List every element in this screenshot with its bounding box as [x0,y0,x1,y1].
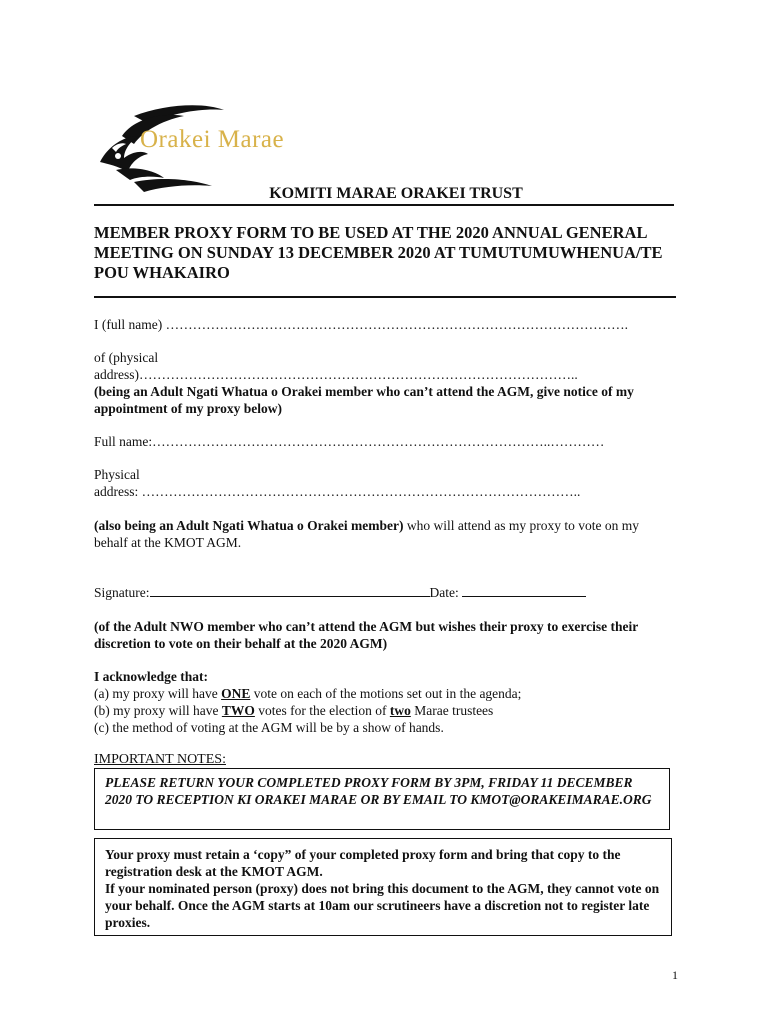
ack-a-post: vote on each of the motions set out in the agenda; [250,686,522,701]
ack-a-emphasis: ONE [221,686,251,701]
proxy-copy-notice-box [94,838,672,936]
ack-b-emphasis-2: two [389,703,411,718]
logo-wordmark: Orakei Marae [140,126,285,153]
ack-b-emphasis: TWO [221,703,255,718]
org-name-text: KOMITI MARAE ORAKEI TRUST [269,185,523,202]
ack-a-pre: (a) my proxy will have [94,686,222,701]
acknowledge-item-c: (c) the method of voting at the AGM will be by a show of hands. [94,720,444,735]
proxy-physical-label: Physical [94,467,140,482]
acknowledge-heading: I acknowledge that: [94,669,208,684]
proxy-member-statement [94,517,654,551]
full-name-field[interactable]: I (full name) …………………………………………………………………………………………. [94,317,628,332]
return-notice-box: PLEASE RETURN YOUR COMPLETED PROXY FORM BY 3PM, FRIDAY 11 DECEMBER 2020 TO RECEPTION KI ORAKEI MARAE OR BY EMAIL TO KMOT@ORAKEIMARAE.ORG [94,768,670,830]
proxy-full-name-field[interactable]: Full name:……………………………………………………………………………..………… [94,434,605,449]
ack-b-post: Marae trustees [410,703,494,718]
ack-b-pre: (b) my proxy will have [94,703,222,718]
date-field[interactable] [462,584,586,597]
proxy-copy-notice-p1: Your proxy must retain a ‘copy” of your completed proxy form and bring that copy to the registration desk at the KMOT AGM. [105,847,621,879]
signature-label: Signature: [94,585,150,600]
date-label: Date: [429,585,459,600]
discretion-note: (of the Adult NWO member who can’t attend the AGM but wishes their proxy to exercise their discretion to vote on their behalf at the 2020 AGM) [94,619,638,651]
page-number: 1 [672,968,678,982]
signature-field[interactable] [150,584,430,597]
org-name [94,184,674,206]
acknowledge-item-b [94,702,493,719]
proxy-member-bold: (also being an Adult Ngati Whatua o Orakei member) [94,518,404,533]
page-title: MEMBER PROXY FORM TO BE USED AT THE 2020 ANNUAL GENERAL MEETING ON SUNDAY 13 DECEMBER 2020 AT TUMUTUMUWHENUA/TE POU WHAKAIRO [94,223,663,282]
proxy-physical-address-field[interactable]: address: …………………………………………………………………………………….. [94,484,581,499]
proxy-copy-notice-p2: If your nominated person (proxy) does not bring this document to the AGM, they cannot vote on your behalf. Once the AGM starts at 10am our scrutineers have a discretion not to register late proxies. [105,881,660,930]
member-note: (being an Adult Ngati Whatua o Orakei member who can’t attend the AGM, give notice of my appointment of my proxy below) [94,384,634,416]
title-divider [94,296,676,298]
acknowledge-item-a [94,685,521,702]
physical-address-field[interactable]: address)…………………………………………………………………………………….. [94,367,578,382]
ack-b-mid: votes for the election of [254,703,390,718]
important-notes-heading: IMPORTANT NOTES: [94,752,226,767]
proxy-member-rest: who will attend as my proxy to vote on my behalf at the KMOT AGM. [94,518,639,550]
signature-row [94,584,586,601]
physical-address-label: of (physical [94,350,159,365]
